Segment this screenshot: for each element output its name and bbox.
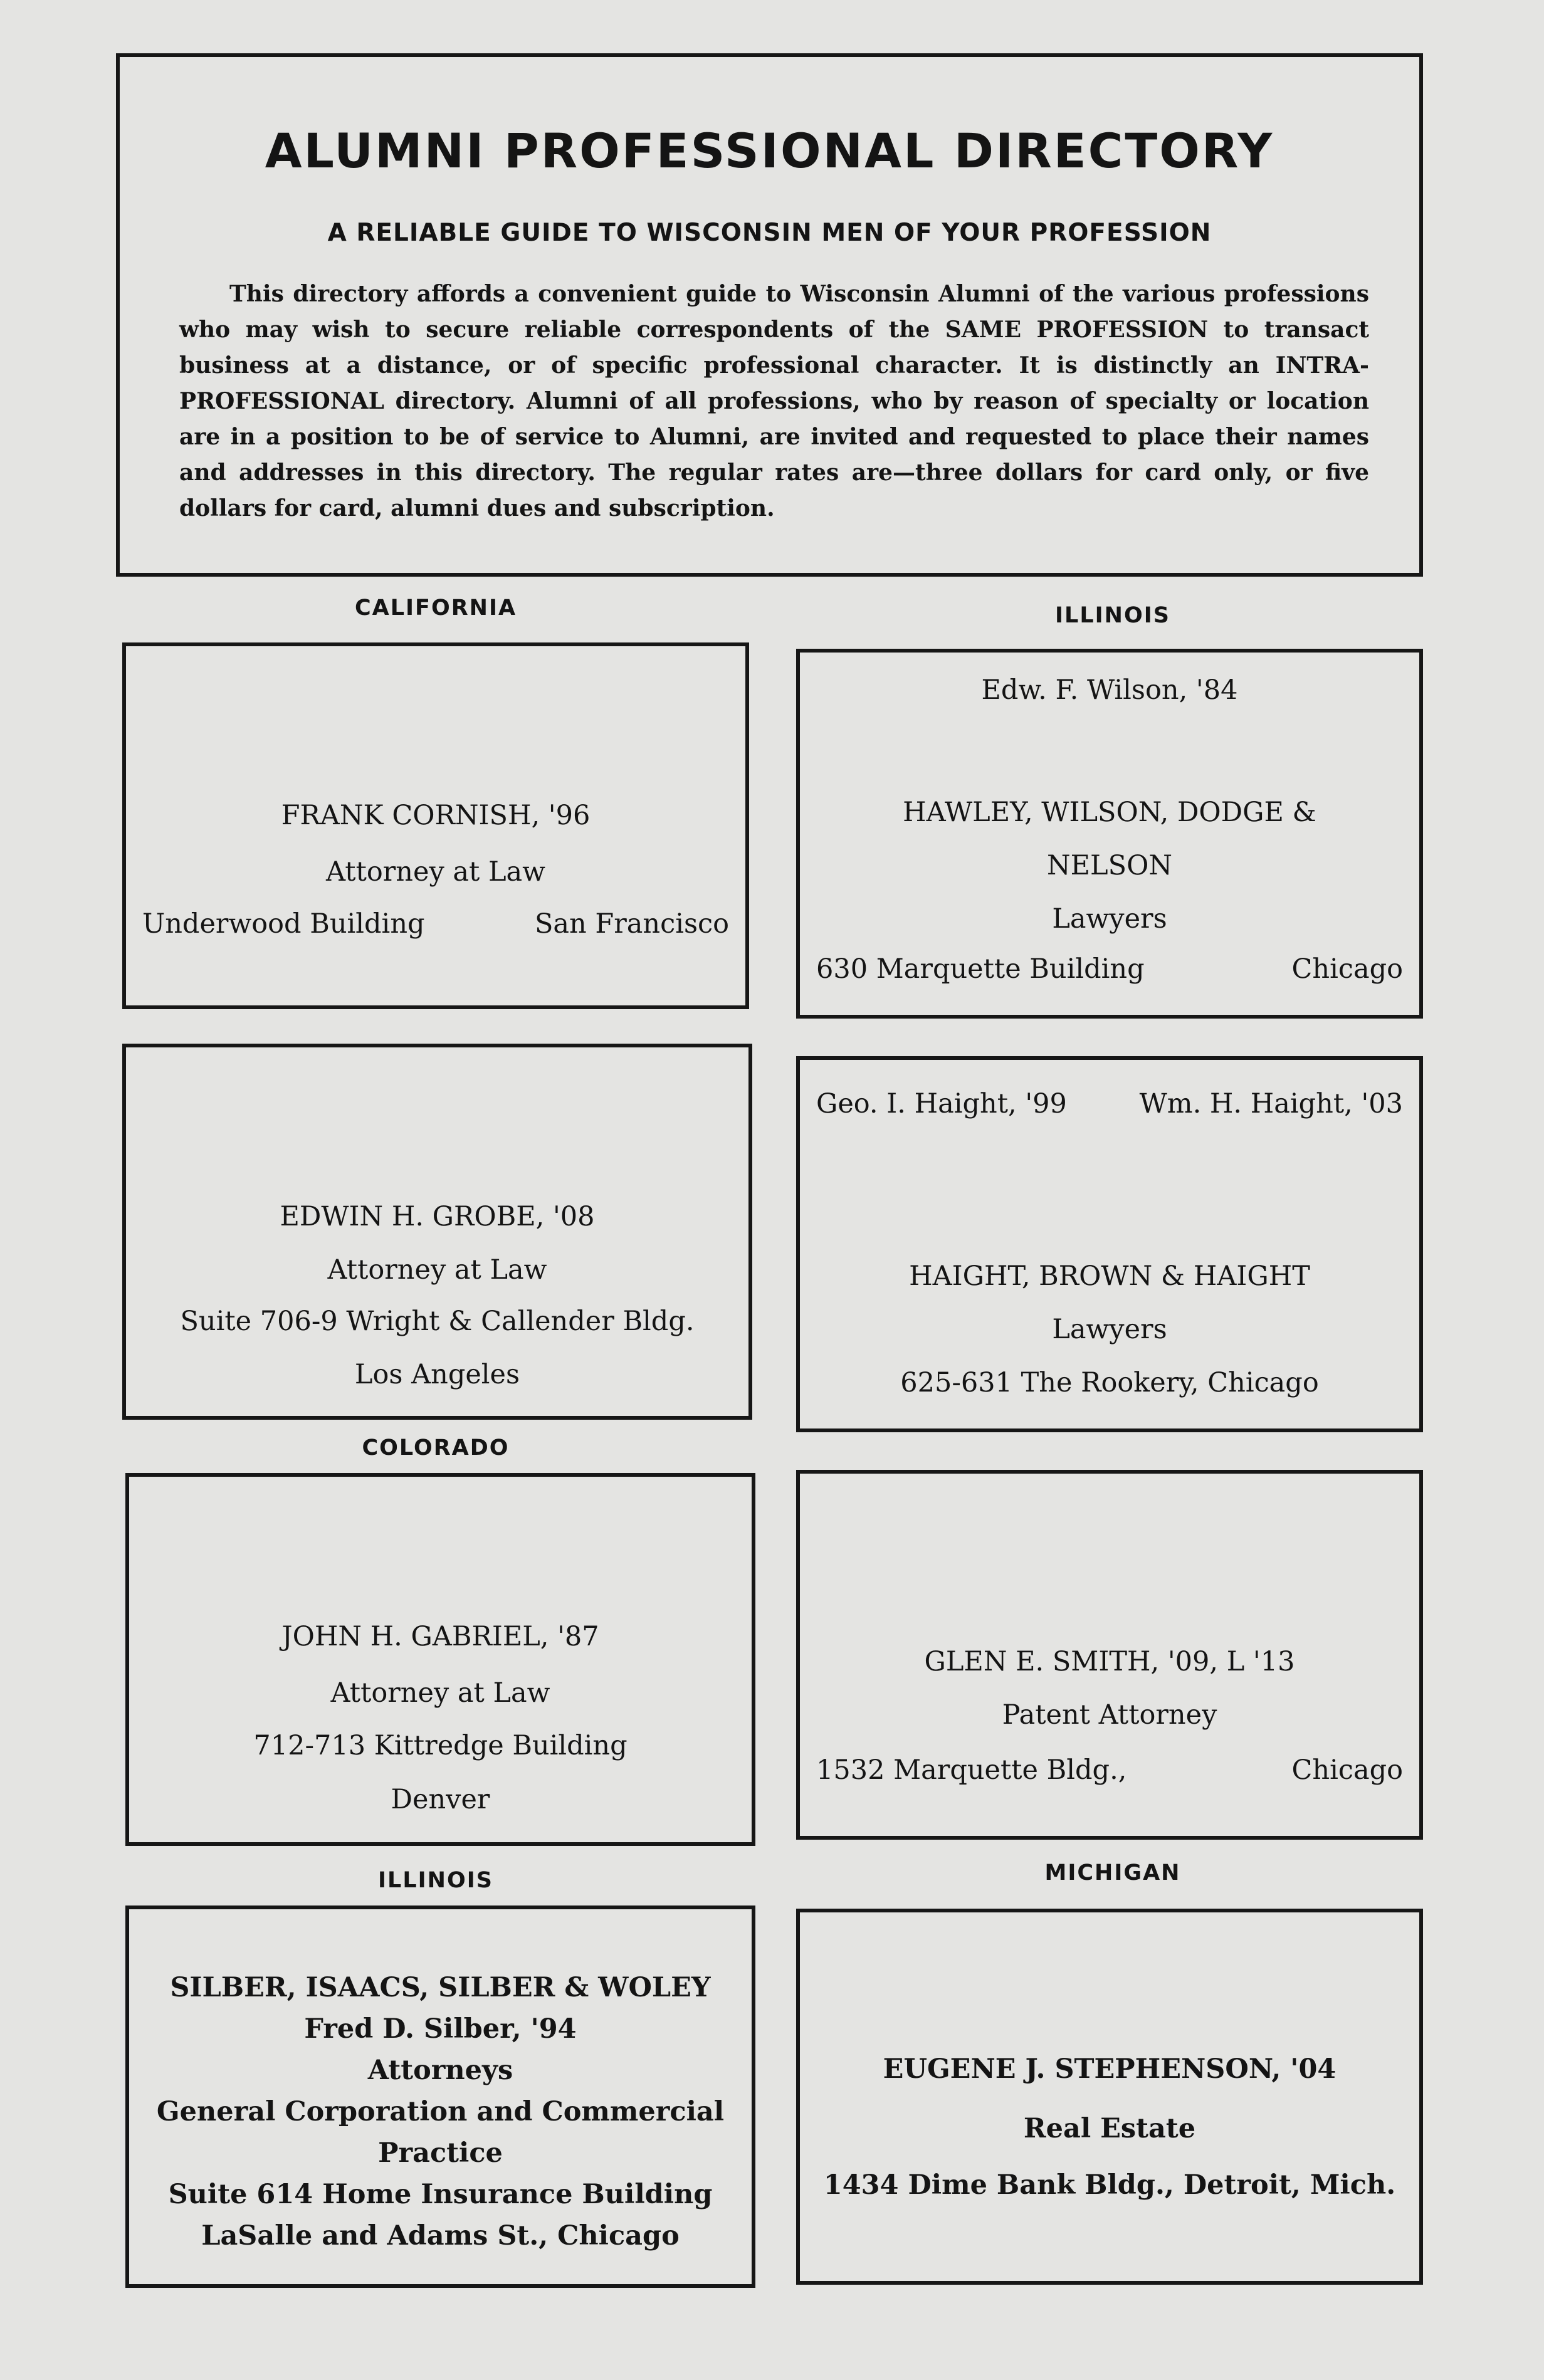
card-silber-isaacs	[125, 1906, 755, 2288]
card-address-line	[800, 1754, 1419, 1786]
card-name: FRANK CORNISH, '96	[281, 800, 591, 831]
card-address: Underwood Building	[142, 908, 425, 940]
page-title: ALUMNI PROFESSIONAL DIRECTORY	[265, 123, 1274, 179]
directory-header-box	[116, 53, 1423, 577]
card-frank-cornish	[122, 642, 749, 1009]
card-address: 1532 Marquette Bldg.,	[816, 1754, 1127, 1786]
card-address: 712-713 Kittredge Building	[253, 1730, 628, 1761]
card-name: JOHN H. GABRIEL, '87	[281, 1621, 599, 1652]
card-city: Chicago	[1291, 1754, 1403, 1786]
card-glen-smith	[796, 1470, 1423, 1840]
card-title: Lawyers	[1052, 903, 1167, 935]
card-title: Attorney at Law	[326, 856, 545, 888]
card-address: 625-631 The Rookery, Chicago	[900, 1367, 1319, 1398]
card-practice-cont: Practice	[378, 2137, 503, 2169]
card-title: Attorney at Law	[327, 1254, 547, 1286]
card-address: 1434 Dime Bank Bldg., Detroit, Mich.	[823, 2169, 1396, 2201]
page-subtitle: A RELIABLE GUIDE TO WISCONSIN MEN OF YOUR PROFESSION	[327, 219, 1212, 247]
state-heading-colorado: COLORADO	[362, 1435, 510, 1460]
card-city: Los Angeles	[354, 1359, 520, 1390]
card-firm-cont: NELSON	[1047, 850, 1172, 881]
card-name: Geo. I. Haight, '99	[816, 1088, 1067, 1119]
card-address: 630 Marquette Building	[816, 953, 1145, 985]
state-heading-illinois-left: ILLINOIS	[378, 1868, 493, 1893]
card-city: San Francisco	[534, 908, 729, 940]
card-title: Patent Attorney	[1002, 1699, 1217, 1731]
card-firm: SILBER, ISAACS, SILBER & WOLEY	[170, 1972, 711, 2003]
card-city: Denver	[391, 1784, 490, 1815]
card-name: Edw. F. Wilson, '84	[981, 674, 1238, 706]
card-names-line	[800, 1088, 1419, 1119]
card-name: Fred D. Silber, '94	[304, 2013, 577, 2045]
directory-description: This directory affords a convenient guide to Wisconsin Alumni of the various professions who may wish to secure reliable correspondents of the SAME PROFESSION to transact business at a distance, or of specific professional character. It is distinctly an INTRA-PROFESSIONAL directory. Alumni of all professions, who by reason of specialty or location are in a position to be of service to Alumni, are invited and requested to place their names and addresses in this directory. The regular rates are—three dollars for card only, or five dollars for card, alumni dues and subscription.	[179, 281, 1369, 522]
card-name: GLEN E. SMITH, '09, L '13	[924, 1646, 1295, 1677]
card-city: LaSalle and Adams St., Chicago	[201, 2220, 680, 2252]
card-address: Suite 706-9 Wright & Callender Bldg.	[180, 1306, 695, 1337]
state-heading-illinois-right: ILLINOIS	[1055, 603, 1170, 628]
state-heading-michigan: MICHIGAN	[1044, 1860, 1181, 1885]
card-name: EUGENE J. STEPHENSON, '04	[883, 2053, 1337, 2085]
card-practice: General Corporation and Commercial	[156, 2096, 725, 2127]
card-eugene-stephenson	[796, 1909, 1423, 2285]
card-address: Suite 614 Home Insurance Building	[168, 2179, 713, 2210]
card-name: EDWIN H. GROBE, '08	[280, 1201, 595, 1232]
card-title: Attorney at Law	[330, 1677, 550, 1709]
card-hawley-wilson	[796, 649, 1423, 1019]
card-john-gabriel	[125, 1473, 755, 1846]
card-title: Lawyers	[1052, 1314, 1167, 1345]
card-firm: HAIGHT, BROWN & HAIGHT	[909, 1261, 1310, 1292]
card-title: Attorneys	[367, 2055, 513, 2086]
card-haight-brown	[796, 1056, 1423, 1432]
card-address-line	[126, 908, 745, 940]
card-address-line	[800, 953, 1419, 985]
card-title: Real Estate	[1023, 2113, 1196, 2144]
card-name-second: Wm. H. Haight, '03	[1139, 1088, 1403, 1119]
card-city: Chicago	[1291, 953, 1403, 985]
card-firm: HAWLEY, WILSON, DODGE &	[903, 797, 1316, 828]
card-edwin-grobe	[122, 1044, 752, 1420]
state-heading-california: CALIFORNIA	[354, 595, 517, 621]
